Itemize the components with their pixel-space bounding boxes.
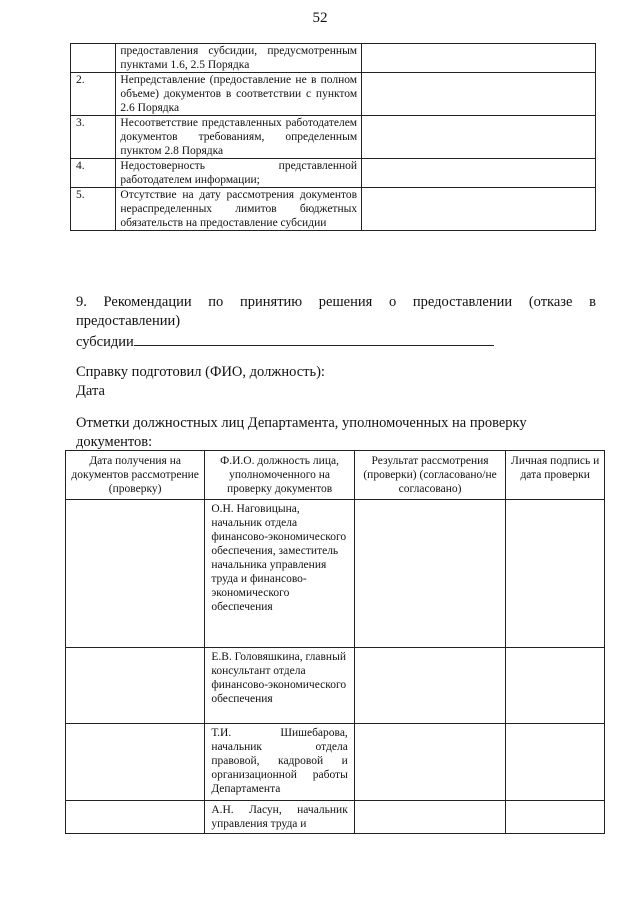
- reasons-table: [70, 43, 596, 231]
- signature-cell: [506, 648, 605, 724]
- reason-text: Отсутствие на дату рассмотрения документов нераспределенных лимитов бюджетных обязательств на предоставление субсидии: [116, 188, 362, 231]
- table-row: [71, 159, 596, 188]
- column-header: Личная подпись и дата проверки: [506, 451, 605, 500]
- row-number: [71, 44, 116, 73]
- empty-cell: [362, 116, 596, 159]
- empty-cell: [362, 159, 596, 188]
- reason-text: предоставления субсидии, предусмотренным пунктами 1.6, 2.5 Порядка: [116, 44, 362, 73]
- prepared-by-label: Справку подготовил (ФИО, должность):: [76, 364, 325, 380]
- signature-cell: [506, 801, 605, 834]
- reason-text: Недостоверность представленной работодателем информации;: [116, 159, 362, 188]
- fill-line: [134, 331, 494, 346]
- row-number: 5.: [71, 188, 116, 231]
- row-number: 2.: [71, 73, 116, 116]
- date-cell: [66, 724, 205, 801]
- marks-title: Отметки должностных лиц Департамента, уполномоченных на проверку документов:: [76, 415, 527, 450]
- official-cell: А.Н. Ласун, начальник управления труда и: [205, 801, 354, 834]
- result-cell: [354, 724, 506, 801]
- page-number: 52: [312, 10, 328, 26]
- table-row: [71, 188, 596, 231]
- reason-text: Несоответствие представленных работодателем документов требованиям, определенным пунктом 2.8 Порядка: [116, 116, 362, 159]
- empty-cell: [362, 44, 596, 73]
- table-row: [66, 500, 605, 648]
- reason-text: Непредставление (предоставление не в полном объеме) документов в соответствии с пунктом 2.6 Порядка: [116, 73, 362, 116]
- date-cell: [66, 801, 205, 834]
- result-cell: [354, 500, 506, 648]
- signature-cell: [506, 500, 605, 648]
- prepared-by: [76, 363, 596, 401]
- table-row: [71, 73, 596, 116]
- row-number: 4.: [71, 159, 116, 188]
- signature-cell: [506, 724, 605, 801]
- date-cell: [66, 500, 205, 648]
- date-label: Дата: [76, 383, 105, 399]
- column-header: Результат рассмотрения (проверки) (согласовано/не согласовано): [354, 451, 506, 500]
- date-cell: [66, 648, 205, 724]
- empty-cell: [362, 73, 596, 116]
- table-row: [66, 724, 605, 801]
- recommendation-line: [76, 331, 596, 352]
- official-cell: О.Н. Наговицына, начальник отдела финансово-экономического обеспечения, заместитель начальника управления труда и финансово-экономического обеспечения: [205, 500, 354, 648]
- official-cell: Т.И. Шишебарова, начальник отдела правовой, кадровой и организационной работы Департамента: [205, 724, 354, 801]
- row-number: 3.: [71, 116, 116, 159]
- table-header-row: [66, 451, 605, 500]
- empty-cell: [362, 188, 596, 231]
- table-row: [66, 801, 605, 834]
- table-row: [66, 648, 605, 724]
- column-header: Дата получения на документов рассмотрение (проверку): [66, 451, 205, 500]
- marks-table: [65, 450, 605, 834]
- recommendation-line-label: субсидии: [76, 334, 134, 350]
- recommendation-text: 9. Рекомендации по принятию решения о предоставлении (отказе в предоставлении): [76, 294, 596, 329]
- table-row: [71, 116, 596, 159]
- table-row: [71, 44, 596, 73]
- official-cell: Е.В. Головяшкина, главный консультант отдела финансово-экономического обеспечения: [205, 648, 354, 724]
- column-header: Ф.И.О. должность лица, уполномоченного на проверку документов: [205, 451, 354, 500]
- result-cell: [354, 801, 506, 834]
- result-cell: [354, 648, 506, 724]
